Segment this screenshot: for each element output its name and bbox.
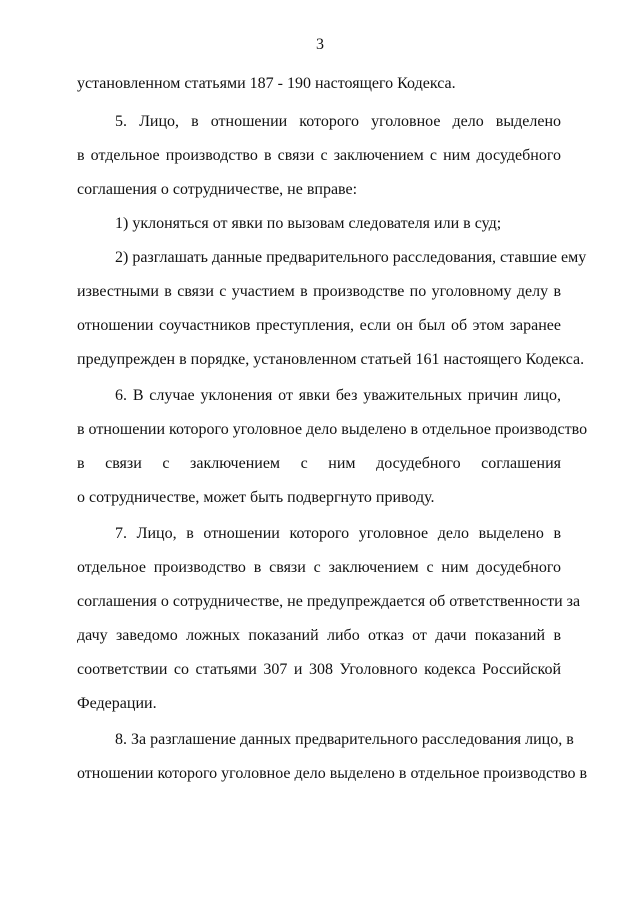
paragraph-5-line: 5. Лицо, в отношении которого уголовное дело выделено: [115, 113, 561, 130]
paragraph-7-line: отдельное производство в связи с заключением с ним досудебного: [77, 559, 561, 576]
paragraph-8-line: отношении которого уголовное дело выделено в отдельное производство в: [77, 765, 588, 782]
list-item-2-line: предупрежден в порядке, установленном статьей 161 настоящего Кодекса.: [77, 351, 585, 368]
list-item-2-line: известными в связи с участием в производстве по уголовному делу в: [77, 283, 561, 300]
paragraph-7-line: дачу заведомо ложных показаний либо отказ от дачи показаний в: [77, 627, 561, 644]
paragraph-8-line: 8. За разглашение данных предварительного расследования лицо, в: [115, 731, 574, 748]
paragraph-6-line: 6. В случае уклонения от явки без уважительных причин лицо,: [115, 387, 561, 404]
page-number: 3: [316, 36, 324, 53]
paragraph-7-line: соглашения о сотрудничестве, не предупреждается об ответственности за: [77, 593, 581, 610]
list-item-1: 1) уклоняться от явки по вызовам следователя или в суд;: [115, 215, 502, 232]
text-line: установленном статьями 187 - 190 настоящего Кодекса.: [77, 75, 456, 92]
paragraph-7-line: 7. Лицо, в отношении которого уголовное дело выделено в: [115, 525, 561, 542]
list-item-2-line: отношении соучастников преступления, если он был об этом заранее: [77, 317, 561, 334]
paragraph-5-line: соглашения о сотрудничестве, не вправе:: [77, 181, 358, 198]
paragraph-5-line: в отдельное производство в связи с заключением с ним досудебного: [77, 147, 561, 164]
list-item-2-line: 2) разглашать данные предварительного расследования, ставшие ему: [115, 249, 587, 266]
paragraph-6-line: в связи с заключением с ним досудебного соглашения: [77, 455, 561, 472]
paragraph-6-line: в отношении которого уголовное дело выделено в отдельное производство: [77, 421, 588, 438]
paragraph-7-line: соответствии со статьями 307 и 308 Уголовного кодекса Российской: [77, 661, 561, 678]
paragraph-6-line: о сотрудничестве, может быть подвергнуто приводу.: [77, 489, 435, 506]
paragraph-7-line: Федерации.: [77, 695, 157, 712]
